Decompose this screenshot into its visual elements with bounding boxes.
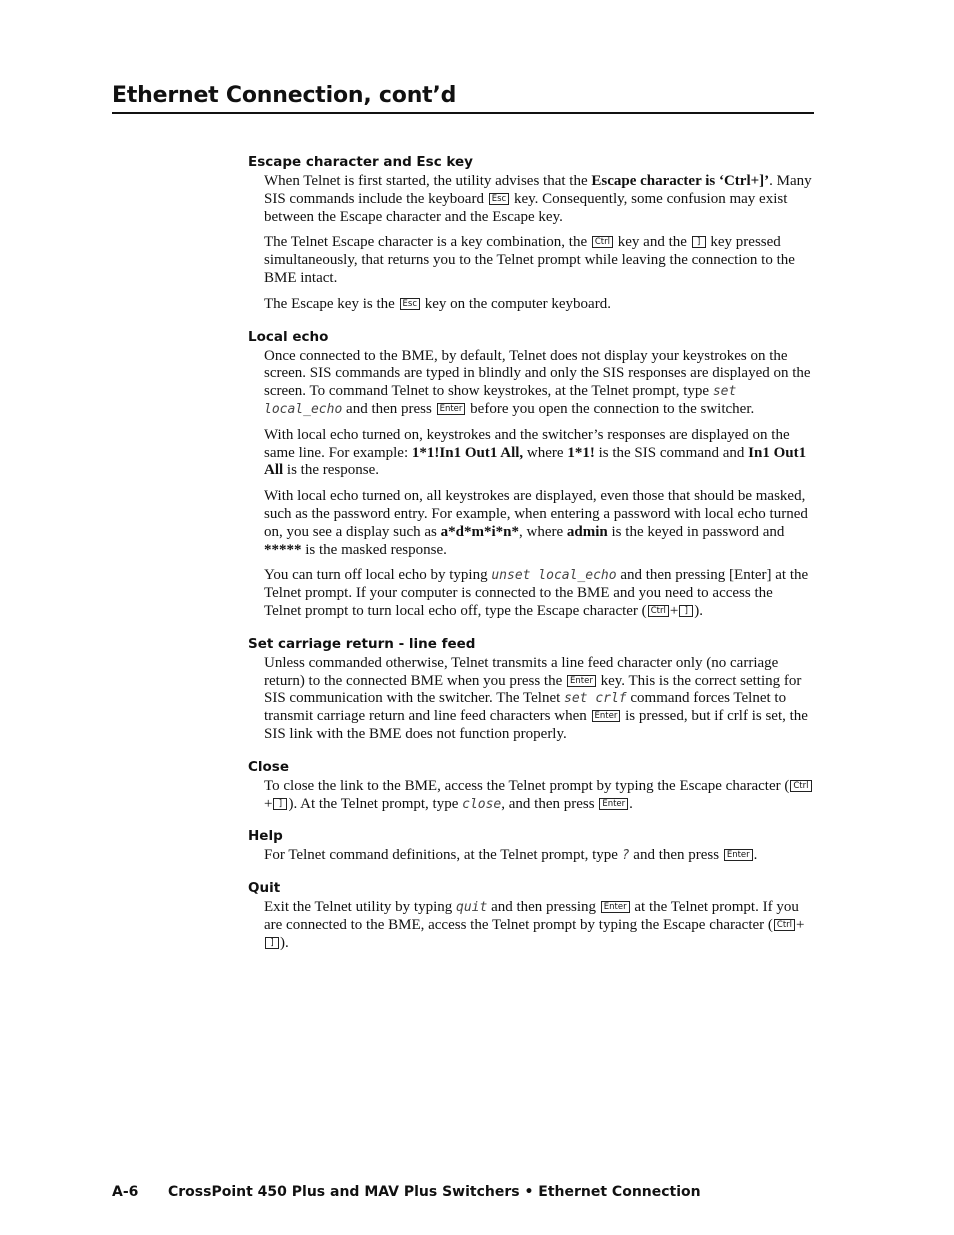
- ctrl-key-icon: Ctrl: [648, 605, 669, 617]
- plus-sign: +: [669, 602, 679, 619]
- text: and then pressing: [487, 899, 600, 916]
- text: and then pressing [Enter] at the Telnet prompt. If your computer is connected to the BME and you need to access the Telnet prompt to turn local echo off, type the Escape character (: [264, 567, 809, 619]
- section-heading: Help: [248, 828, 283, 845]
- text: With local echo turned on, all keystrokes are displayed, even those that should be masked, such as the password entry. For example, when entering a password with local echo turned on, you see a display such as: [264, 488, 808, 540]
- paragraph: [264, 567, 813, 620]
- paragraph: [264, 655, 813, 744]
- text: and then press: [629, 847, 723, 864]
- text: ). At the Telnet prompt, type: [288, 795, 463, 812]
- bracket-key-icon: ]: [692, 236, 706, 248]
- main-content: [248, 152, 813, 966]
- enter-key-icon: Enter: [724, 849, 753, 861]
- text: command forces Telnet to transmit carriage return and line feed characters when: [264, 690, 787, 725]
- ctrl-key-icon: Ctrl: [774, 919, 795, 931]
- esc-key-icon: Esc: [489, 193, 509, 205]
- enter-key-icon: Enter: [599, 798, 628, 810]
- paragraph: [264, 778, 813, 814]
- section-heading: Escape character and Esc key: [248, 154, 473, 170]
- text: is pressed, but if crlf is set, the SIS link with the BME does not function properly.: [264, 708, 808, 742]
- section-local-echo: [248, 327, 813, 621]
- paragraph: [264, 427, 813, 480]
- text: For Telnet command definitions, at the Telnet prompt, type: [264, 847, 622, 864]
- bold-text: 1*1!: [567, 444, 595, 461]
- command-text: unset local_echo: [491, 568, 617, 584]
- command-text: ?: [621, 848, 630, 864]
- paragraph: [264, 234, 813, 287]
- section-heading: Local echo: [248, 328, 329, 345]
- text: key. Consequently, some confusion may exist between the Escape character and the Escape key.: [264, 190, 788, 225]
- text: key on the computer keyboard.: [421, 295, 611, 312]
- enter-key-icon: Enter: [567, 675, 596, 687]
- section-crlf: [248, 634, 813, 744]
- text: key pressed simultaneously, that returns you to the Telnet prompt while leaving the connection to the BME intact.: [264, 234, 795, 286]
- text: before you open the connection to the switcher.: [466, 400, 755, 417]
- paragraph: [264, 899, 813, 952]
- section-heading: Set carriage return - line feed: [248, 635, 476, 652]
- ctrl-key-icon: Ctrl: [592, 236, 613, 248]
- text: .: [753, 847, 758, 864]
- page-footer: [112, 1184, 701, 1200]
- paragraph: [264, 488, 813, 559]
- text: . Many SIS commands include the keyboard: [264, 173, 812, 207]
- bold-text: Escape character is ‘Ctrl+]’: [591, 173, 770, 189]
- bracket-key-icon: ]: [273, 798, 287, 810]
- text: where: [523, 444, 568, 461]
- bold-text: In1 Out1 All: [264, 444, 807, 479]
- enter-key-icon: Enter: [437, 403, 466, 415]
- text: key. This is the correct setting for SIS communication with the switcher. The Telnet: [264, 672, 802, 707]
- text: is the SIS command and: [594, 444, 749, 461]
- command-text: set local_echo: [264, 384, 737, 417]
- bold-text: admin: [566, 523, 608, 540]
- section-quit: [248, 878, 813, 952]
- text: at the Telnet prompt. If you are connected to the BME, access the Telnet prompt by typing the Escape character (: [264, 899, 799, 933]
- section-close: [248, 757, 813, 814]
- bold-text: 1*1!In1 Out1 All,: [411, 444, 524, 461]
- page-number: A-6: [112, 1184, 139, 1200]
- text: is the response.: [283, 462, 379, 479]
- text: The Escape key is the: [264, 295, 399, 312]
- text: .: [629, 795, 633, 812]
- ctrl-key-icon: Ctrl: [790, 780, 811, 792]
- footer-text: CrossPoint 450 Plus and MAV Plus Switchers • Ethernet Connection: [168, 1184, 701, 1200]
- paragraph: [264, 173, 813, 226]
- text: ).: [694, 602, 704, 619]
- text: Exit the Telnet utility by typing: [264, 899, 456, 916]
- plus-sign: +: [796, 916, 805, 933]
- text: You can turn off local echo by typing: [264, 567, 492, 584]
- section-help: [248, 826, 813, 865]
- text: is the masked response.: [301, 541, 447, 558]
- bracket-key-icon: ]: [265, 937, 279, 949]
- section-heading: Close: [248, 758, 290, 775]
- text: , and then press: [501, 795, 599, 812]
- text: The Telnet Escape character is a key combination, the: [264, 234, 591, 251]
- bold-text: *****: [264, 541, 302, 558]
- esc-key-icon: Esc: [400, 298, 420, 310]
- text: To close the link to the BME, access the Telnet prompt by typing the Escape character (: [264, 777, 790, 794]
- bold-text: a*d*m*i*n*: [440, 523, 519, 540]
- paragraph: [264, 296, 813, 314]
- text: is the keyed in password and: [607, 523, 785, 540]
- bracket-key-icon: ]: [679, 605, 693, 617]
- text: key and the: [614, 234, 691, 251]
- text: ).: [280, 934, 289, 951]
- enter-key-icon: Enter: [592, 710, 621, 722]
- enter-key-icon: Enter: [601, 901, 630, 913]
- page-title: Ethernet Connection, cont’d: [112, 80, 814, 114]
- text: When Telnet is first started, the utility advises that the: [264, 173, 592, 189]
- plus-sign: +: [264, 795, 273, 812]
- text: , where: [519, 523, 567, 540]
- command-text: set crlf: [564, 691, 627, 707]
- command-text: close: [462, 796, 502, 812]
- text: With local echo turned on, keystrokes and the switcher’s responses are displayed on the same line. For example:: [264, 426, 790, 461]
- section-heading: Quit: [248, 880, 281, 897]
- section-escape: [248, 152, 813, 314]
- paragraph: [264, 847, 813, 865]
- paragraph: [264, 348, 813, 419]
- text: Unless commanded otherwise, Telnet transmits a line feed character only (no carriage return) to the connected BME when you press the: [264, 654, 779, 689]
- text: Once connected to the BME, by default, Telnet does not display your keystrokes on the screen. SIS commands are typed in blindly and only the SIS responses are displayed on the screen. To command Telnet to show keystrokes, at the Telnet prompt, type: [264, 347, 811, 400]
- text: and then press: [342, 400, 436, 417]
- command-text: quit: [456, 900, 488, 916]
